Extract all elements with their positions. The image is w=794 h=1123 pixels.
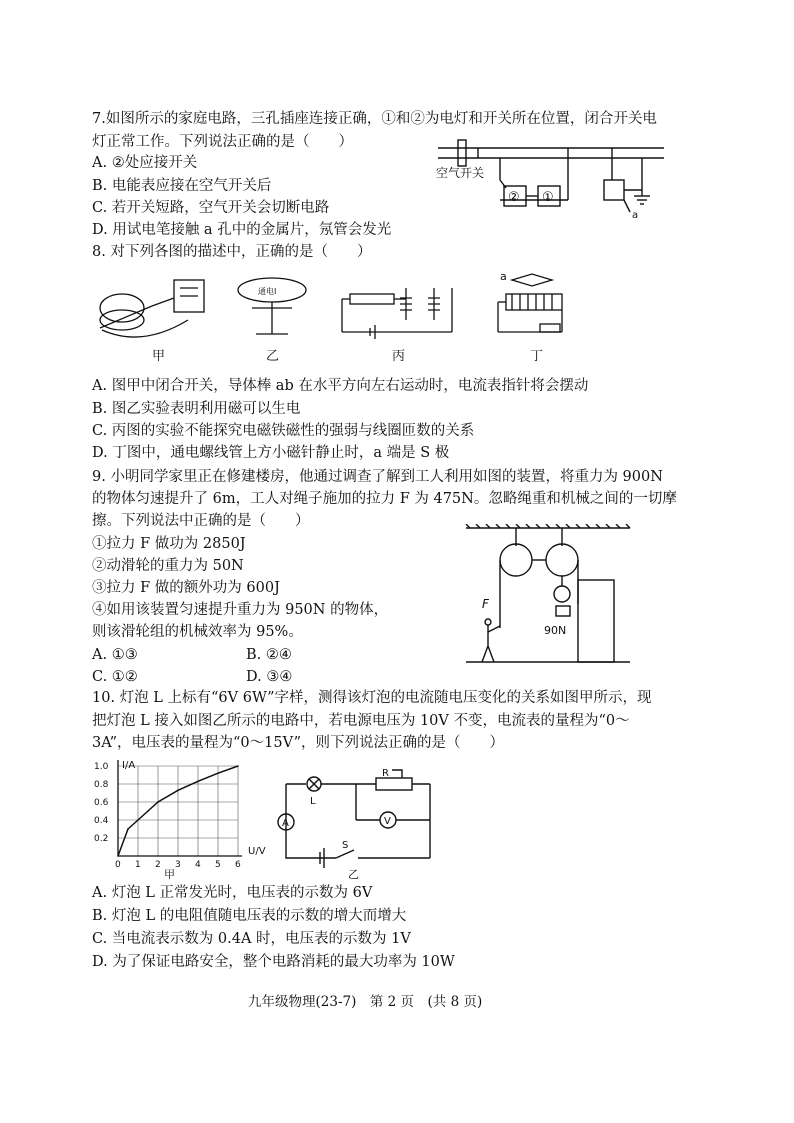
q10-stem-line3: 3A”，电压表的量程为“0～15V”，则下列说法正确的是（ ） (92, 735, 504, 751)
q7-option-a: A. ②处应接开关 (92, 155, 198, 171)
y-tick-label: 0.2 (94, 834, 109, 844)
iv-data-point (217, 772, 219, 774)
q9-choice-d: D. ③④ (246, 669, 293, 685)
iv-data-point (127, 828, 129, 830)
q10-option-a: A. 灯泡 L 正常发光时，电压表的示数为 6V (92, 885, 373, 901)
q9-item-2: ②动滑轮的重力为 50N (92, 558, 244, 574)
q9-stem-line2: 的物体匀速提升了 6m，工人对绳子施加的拉力 F 为 475N。忽略绳重和机械之间的一切摩 (92, 491, 677, 507)
chart-axes (118, 760, 242, 856)
q8-figures (92, 268, 572, 370)
q10-option-d: D. 为了保证电路安全，整个电路消耗的最大功率为 10W (92, 954, 455, 970)
x-axis-label: U/V (248, 846, 266, 857)
y-axis-label: I/A (122, 760, 136, 771)
y-tick-label: 1.0 (94, 762, 109, 772)
x-tick-label: 0 (115, 860, 121, 870)
q10-stem-line1: 10. 灯泡 L 上标有“6V 6W”字样，测得该灯泡的电流随电压变化的关系如图甲所示，现 (92, 690, 652, 706)
q9-item-4: ④如用该装置匀速提升重力为 950N 的物体， (92, 602, 389, 618)
circuit-caption: 乙 (348, 868, 359, 880)
q7-option-b: B. 电能表应接在空气开关后 (92, 178, 272, 194)
iv-data-point (157, 801, 159, 803)
q8-stem: 8. 对下列各图的描述中，正确的是（ ） (92, 244, 372, 260)
q8-fig-ding-caption: 丁 (530, 349, 544, 364)
chart-grid (118, 766, 238, 856)
q8-option-b: B. 图乙实验表明利用磁可以生电 (92, 401, 301, 417)
q8-fig-yi-caption: 乙 (266, 349, 280, 364)
q9-choice-a: A. ①③ (92, 647, 138, 663)
q7-stem-line2: 灯正常工作。下列说法正确的是（ ） (92, 134, 353, 150)
circuit-lamp-label: L (310, 796, 316, 807)
q9-item-4-cont: 则该滑轮组的机械效率为 95%。 (92, 624, 303, 640)
q8-fig-jia-caption: 甲 (152, 349, 166, 364)
q8-solenoid-a-label: a (500, 270, 507, 283)
q8-option-d: D. 丁图中，通电螺线管上方小磁针静止时，a 端是 S 极 (92, 445, 450, 461)
x-tick-label: 4 (195, 860, 201, 870)
q9-item-3: ③拉力 F 做的额外功为 600J (92, 580, 280, 596)
chart-caption: 甲 (164, 868, 175, 880)
q7-option-d: D. 用试电笔接触 a 孔中的金属片，氖管会发光 (92, 222, 392, 238)
iv-data-point (177, 790, 179, 792)
q9-choice-b: B. ②④ (246, 647, 292, 663)
q9-choice-c: C. ①② (92, 669, 138, 685)
q10-circuit-figure (276, 768, 436, 880)
q9-stem-line1: 9. 小明同学家里正在修建楼房，他通过调查了解到工人利用如图的装置，将重力为 900N (92, 469, 663, 485)
q9-item-1: ①拉力 F 做功为 2850J (92, 536, 246, 552)
x-tick-label: 1 (135, 860, 141, 870)
q9-force-label: F (482, 597, 489, 611)
q7-box2-label: ② (508, 190, 520, 205)
x-tick-label: 3 (175, 860, 181, 870)
q9-stem-line3: 擦。下列说法中正确的是（ ） (92, 513, 310, 529)
q10-option-b: B. 灯泡 L 的电阻值随电压表的示数的增大而增大 (92, 908, 407, 924)
q7-option-c: C. 若开关短路，空气开关会切断电路 (92, 200, 330, 216)
q10-iv-chart (92, 756, 278, 880)
chart-ticks (94, 762, 241, 870)
page-footer: 九年级物理(23-7) 第 2 页 (共 8 页) (248, 994, 483, 1010)
circuit-switch-label: S (342, 840, 349, 851)
q9-weight-label: 90N (544, 624, 567, 637)
q8-coil-label: 通电I (258, 287, 277, 296)
q9-pulley-figure (464, 524, 632, 670)
circuit-voltmeter-label: V (384, 816, 391, 827)
x-tick-label: 2 (155, 860, 161, 870)
q10-option-c: C. 当电流表示数为 0.4A 时，电压表的示数为 1V (92, 931, 411, 947)
iv-data-point (237, 765, 239, 767)
x-tick-label: 5 (215, 860, 221, 870)
iv-data-point (147, 810, 149, 812)
q8-fig-bing-caption: 丙 (392, 349, 406, 364)
q8-option-c: C. 丙图的实验不能探究电磁铁磁性的强弱与线圈匝数的关系 (92, 423, 475, 439)
q7-household-circuit-figure (428, 130, 668, 222)
iv-data-point (197, 781, 199, 783)
q7-stem-line1: 7.如图所示的家庭电路，三孔插座连接正确，①和②为电灯和开关所在位置，闭合开关电 (92, 111, 657, 127)
circuit-ammeter-label: A (282, 818, 289, 829)
q7-box1-label: ① (542, 190, 554, 205)
q10-stem-line2: 把灯泡 L 接入如图乙所示的电路中，若电源电压为 10V 不变，电流表的量程为“0～ (92, 713, 630, 729)
y-tick-label: 0.4 (94, 816, 109, 826)
y-tick-label: 0.6 (94, 798, 109, 808)
circuit-rheostat-label: R (382, 768, 389, 779)
q7-air-switch-label: 空气开关 (436, 166, 485, 180)
iv-data-point (117, 855, 119, 857)
q8-option-a: A. 图甲中闭合开关，导体棒 ab 在水平方向左右运动时，电流表指针将会摆动 (92, 378, 589, 394)
y-tick-label: 0.8 (94, 780, 109, 790)
x-tick-label: 6 (235, 860, 241, 870)
q7-hole-a-label: a (632, 210, 639, 221)
iv-data-point (137, 819, 139, 821)
